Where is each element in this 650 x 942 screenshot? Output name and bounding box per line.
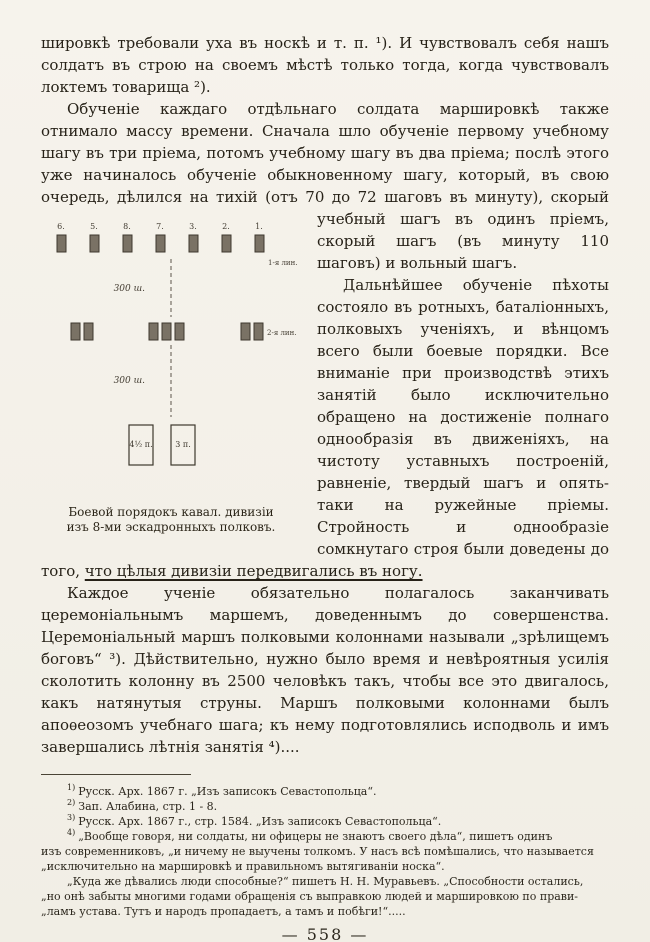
footnote-quote-line-1: „Куда же дѣвались люди способные?“ пишетъ Н. Н. Муравьевъ. „Способности остались, xyxy=(67,875,584,888)
paragraph-1: шировкѣ требовали уха въ носкѣ и т. п. ¹). И чувствовалъ себя нашъ солдатъ въ строю на своемъ мѣстѣ только тогда, когда чувствовалъ локтемъ товарища ²). xyxy=(41,34,609,96)
paragraph-3-text: Дальнѣйшее обученіе пѣхоты состояло въ ротныхъ, баталіонныхъ, полковыхъ ученіяхъ, и вѣнцомъ всего были боевые порядки. Все вниманіе при производствѣ этихъ занятій было исключительно обращено на достиженіе полнаго однообразія въ движеніяхъ, на чистоту уставныхъ построеній, равненіе, твердый шагъ и опять-таки на ружейные пріемы. Стройность и однообразіе сомкнутаго строя были доведены до того, xyxy=(41,276,609,580)
squadron-marker xyxy=(189,235,198,252)
page-number: — 558 — xyxy=(281,925,369,942)
squadron-number: 3. xyxy=(189,222,197,231)
figure-diagram xyxy=(41,211,301,501)
squadron-number: 1. xyxy=(255,222,263,231)
first-line-label: 1-я лин. xyxy=(268,259,298,267)
footnote-1 xyxy=(41,784,609,799)
squadron-number: 8. xyxy=(123,222,131,231)
squadron-marker xyxy=(90,235,99,252)
paragraph-4: Каждое ученіе обязательно полагалось заканчивать церемоніальнымъ маршемъ, доведеннымъ до совершенства. Церемоніальный маршъ полковыми колоннами называли „зрѣлищемъ боговъ“ ³). Дѣйствительно, нужно было время и невѣроятныя усилія сколотить колонну въ 2500 человѣкъ такъ, чтобы все это двигалось, какъ натянутыя струны. Маршъ полковыми колоннами былъ апоѳеозомъ учебнаго шага; къ нему подготовлялись исподволь и имъ завершались лѣтнія занятія ⁴).... xyxy=(41,584,609,756)
footnote-quote-line-3: „ламъ устава. Тутъ и народъ пропадаетъ, а тамъ и побѣги!“..... xyxy=(41,905,406,918)
squadron-marker xyxy=(156,235,165,252)
footnote-2-marker: 2) xyxy=(67,798,76,808)
page-body xyxy=(41,32,609,758)
paragraph-2-after-figure: скорый учебный шагъ въ одинъ пріемъ, скорый шагъ (въ минуту 110 шаговъ) и вольный шагъ. xyxy=(317,188,609,272)
footnote-3-text: Русск. Арх. 1867 г., стр. 1584. „Изъ записокъ Севастопольца“. xyxy=(78,815,442,828)
footnote-4-line-2: изъ современниковъ, „и ничему не выучены толкомъ. У насъ всѣ помѣшались, что называется xyxy=(41,845,594,858)
footnote-quote-line-2: „но онѣ забыты многими годами обращенія съ выправкою людей и маршировкою по прави- xyxy=(41,890,579,903)
squadron-marker xyxy=(84,323,93,340)
footnote-1-marker: 1) xyxy=(67,783,76,793)
paragraph-2-before-figure: Обученіе каждаго отдѣльнаго солдата маршировкѣ также отнимало массу времени. Сначала шло обученіе первому учебному шагу въ три пріема, потомъ учебному шагу въ два пріема; послѣ этого уже начиналось обученіе обыкновенному шагу, который, въ свою очередь, дѣлился на тихій (отъ 70 до 72 шаговъ въ минуту), xyxy=(41,100,609,206)
footnote-3 xyxy=(41,814,609,829)
footnote-2 xyxy=(41,799,609,814)
footnote-4-line-1 xyxy=(41,829,609,844)
footnote-2-text: Зап. Алабина, стр. 1 - 8. xyxy=(78,800,218,813)
squadron-marker xyxy=(255,235,264,252)
footnote-4-line-3: „исключительно на маршировкѣ и правильномъ вытягиваніи носка“. xyxy=(41,860,445,873)
squadron-number: 7. xyxy=(156,222,164,231)
footnote-3-marker: 3) xyxy=(67,813,76,823)
figure-caption-line-2: изъ 8-ми эскадронныхъ полковъ. xyxy=(66,520,276,534)
squadron-number: 5. xyxy=(90,222,98,231)
squadron-marker xyxy=(175,323,184,340)
squadron-marker xyxy=(71,323,80,340)
squadron-marker xyxy=(241,323,250,340)
squadron-marker xyxy=(149,323,158,340)
squadron-marker xyxy=(254,323,263,340)
distance-label: 300 ш. xyxy=(113,376,145,386)
footnote-4-text-line-1: „Вообще говоря, ни солдаты, ни офицеры не знаютъ своего дѣла“, пишетъ одинъ xyxy=(78,830,553,843)
footnote-1-text: Русск. Арх. 1867 г. „Изъ записокъ Севастопольца“. xyxy=(78,785,377,798)
footnote-divider xyxy=(41,774,191,775)
reserve-regiment-label: 4½ п. xyxy=(129,440,153,449)
footnotes-section xyxy=(41,774,609,919)
squadron-marker xyxy=(222,235,231,252)
squadron-number: 6. xyxy=(57,222,65,231)
underlined-phrase: что цѣлыя дивизіи передвигались въ ногу. xyxy=(84,562,423,580)
distance-label: 300 ш. xyxy=(113,284,145,294)
squadron-marker xyxy=(57,235,66,252)
squadron-marker xyxy=(123,235,132,252)
figure-caption-line-1: Боевой порядокъ кавал. дивизіи xyxy=(68,505,274,519)
squadron-marker xyxy=(162,323,171,340)
figure xyxy=(41,211,301,535)
footnote-4-marker: 4) xyxy=(67,828,76,838)
second-line-label: 2-я лин. xyxy=(267,329,297,337)
squadron-number: 2. xyxy=(222,222,230,231)
reserve-regiment-label: 3 п. xyxy=(175,440,191,449)
figure-caption xyxy=(41,505,301,535)
